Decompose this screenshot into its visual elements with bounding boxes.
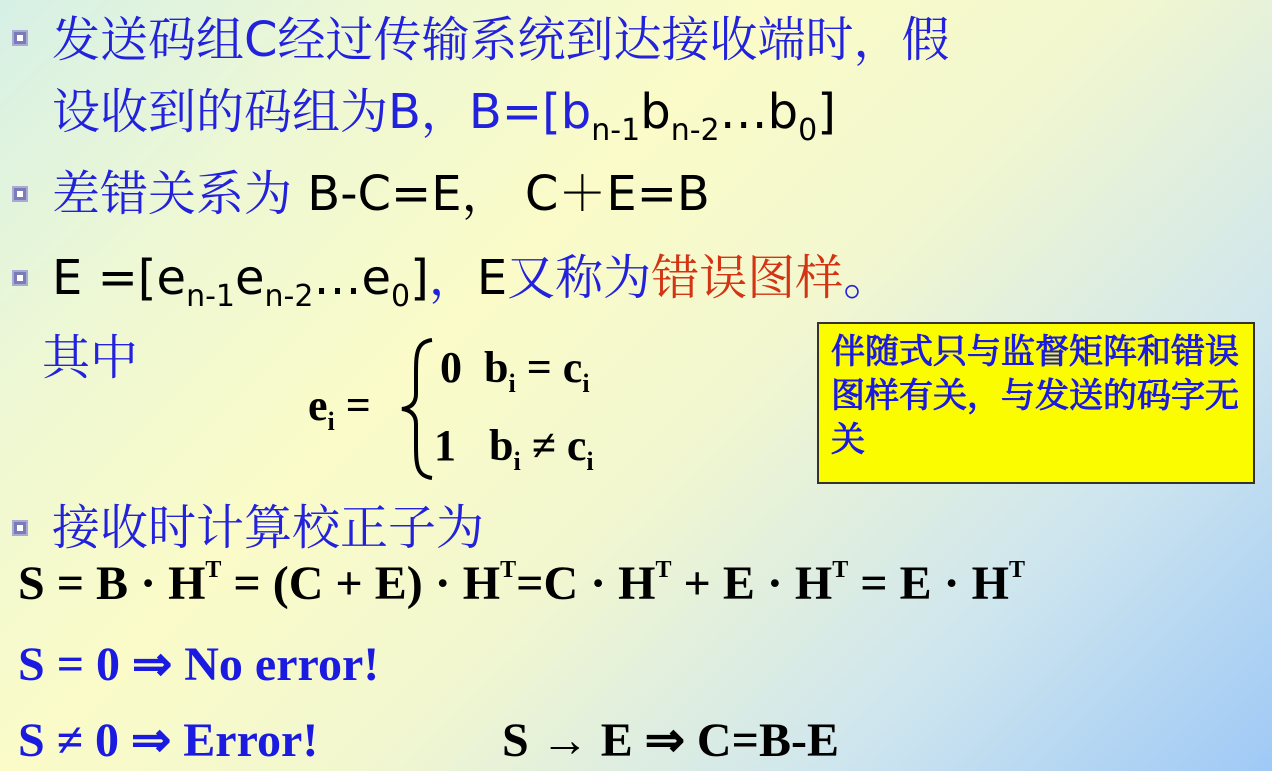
result-no-error: S = 0 ⇒ No error! [18,638,380,691]
left-brace-icon [398,336,438,482]
formula-part-4: + E · H [671,557,833,610]
formula-sup-5: T [1008,557,1025,583]
cases-lhs [308,380,371,437]
formula-sup-2: T [500,557,517,583]
e-prefix: E =[e [52,250,187,306]
bullet-1-line-2 [52,84,836,159]
case-2-op: ≠ c [520,421,587,470]
formula-part-1: S = B · H [18,557,206,610]
error-pattern-text: 错误图样 [651,250,844,306]
formula-sup-4: T [832,557,849,583]
bullet-1-text: 发送码组C经过传输系统到达接收端时，假 [52,12,950,68]
case-1-b: b [484,343,509,392]
bullet-1-text-cont: 设收到的码组为B，B=[b [52,84,592,140]
case-2-sub-1: i [513,447,521,476]
case-2-b: b [489,421,514,470]
e-end: ] [410,250,429,306]
bullet-1-line-1 [52,12,950,68]
cases-lhs-e: e [308,381,328,430]
e-blue-text: 又称为 [507,250,652,306]
case-1-op: = c [515,343,583,392]
formula-part-3: =C · H [516,557,656,610]
case-2-sub-2: i [586,447,594,476]
b-sub-2: n-2 [670,113,720,148]
bullet-icon [12,186,28,202]
e-mid: e [235,250,265,306]
bullet-icon [12,520,28,536]
e-sub-2: n-2 [264,279,314,314]
qizhong-label: 其中 [42,330,139,386]
case-row-1 [440,342,590,399]
bullet-2-blue-text: 差错关系为 [52,166,293,222]
e-sub-3: 0 [391,279,411,314]
b-end: ] [817,84,836,140]
case-row-2 [434,420,594,477]
bullet-icon [12,30,28,46]
b-dots: …b [719,84,799,140]
result-error: S ≠ 0 ⇒ Error! [18,714,319,767]
e-dots: …e [313,250,391,306]
case-1-sub-1: i [508,369,516,398]
result-correction: S → E ⇒ C=B-E [502,714,839,767]
b-sub-1: n-1 [591,113,641,148]
case-2-value: 1 [434,421,456,470]
e-comma: ， [428,250,477,306]
case-1-sub-2: i [582,369,590,398]
bullet-4-line: 接收时计算校正子为 [52,500,485,556]
formula-sup-1: T [205,557,222,583]
formula-part-2: = (C + E) · H [221,557,501,610]
e-text: E [476,250,508,306]
bullet-3-line [52,250,891,325]
formula-part-5: = E · H [848,557,1009,610]
cases-lhs-sub: i [327,407,335,436]
b-mid: b [640,84,671,140]
formula-sup-3: T [655,557,672,583]
e-sub-1: n-1 [186,279,235,314]
bullet-2-line [52,166,710,222]
b-sub-3: 0 [798,113,818,148]
bullet-2-black-text: B-C=E， C＋E=B [292,166,710,222]
syndrome-formula [18,556,1025,611]
e-period: 。 [843,250,892,306]
case-1-value: 0 [440,343,462,392]
syndrome-note-callout: 伴随式只与监督矩阵和错误图样有关，与发送的码字无关 [817,322,1255,484]
cases-eq: = [334,381,371,430]
bullet-icon [12,270,28,286]
